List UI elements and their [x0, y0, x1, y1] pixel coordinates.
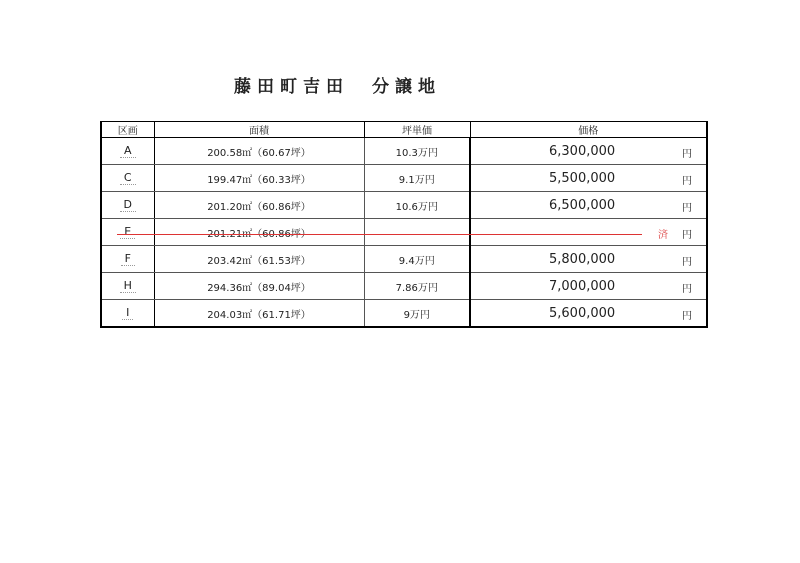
yen-unit: 円 — [682, 203, 692, 214]
unit-price-cell — [364, 219, 470, 246]
header-unit-price: 坪単価 — [364, 122, 470, 138]
lot-cell — [101, 138, 154, 165]
table-row — [101, 246, 707, 273]
price-value: 5,500,000 — [549, 171, 616, 186]
header-price: 価格 — [470, 122, 707, 138]
price-cell — [470, 138, 707, 165]
lot-cell — [101, 300, 154, 328]
lot-cell — [101, 273, 154, 300]
lot-cell — [101, 165, 154, 192]
table-row — [101, 219, 707, 246]
area-cell: 204.03㎡（61.71坪） — [154, 300, 364, 328]
header-area: 面積 — [154, 122, 364, 138]
lot-label: I — [122, 306, 133, 320]
lot-cell — [101, 219, 154, 246]
unit-price-cell: 9.4万円 — [364, 246, 470, 273]
header-lot: 区画 — [101, 122, 154, 138]
lot-label: H — [120, 279, 136, 293]
lot-label: E — [120, 225, 135, 239]
table-header-row — [101, 122, 707, 138]
unit-price-cell: 10.6万円 — [364, 192, 470, 219]
page-title: 藤田町吉田 分譲地 — [234, 77, 441, 97]
area-cell: 201.20㎡（60.86坪） — [154, 192, 364, 219]
lot-label: C — [120, 171, 136, 185]
unit-price-cell: 9.1万円 — [364, 165, 470, 192]
table-row — [101, 273, 707, 300]
price-cell — [470, 219, 707, 246]
sold-mark: 済 — [658, 230, 668, 241]
price-value: 7,000,000 — [549, 279, 616, 294]
area-cell: 201.21㎡（60.86坪） — [154, 219, 364, 246]
lot-label: A — [120, 144, 136, 158]
price-cell — [470, 246, 707, 273]
yen-unit: 円 — [682, 257, 692, 268]
area-cell: 203.42㎡（61.53坪） — [154, 246, 364, 273]
area-cell: 199.47㎡（60.33坪） — [154, 165, 364, 192]
price-value: 5,800,000 — [549, 252, 616, 267]
price-value: 6,300,000 — [549, 144, 616, 159]
area-cell: 200.58㎡（60.67坪） — [154, 138, 364, 165]
unit-price-cell: 9万円 — [364, 300, 470, 328]
price-value: 6,500,000 — [549, 198, 616, 213]
price-cell — [470, 273, 707, 300]
yen-unit: 円 — [682, 284, 692, 295]
table-row — [101, 165, 707, 192]
price-cell — [470, 192, 707, 219]
area-cell: 294.36㎡（89.04坪） — [154, 273, 364, 300]
unit-price-cell: 7.86万円 — [364, 273, 470, 300]
yen-unit: 円 — [682, 176, 692, 187]
lot-cell — [101, 192, 154, 219]
price-value: 5,600,000 — [549, 306, 616, 321]
price-cell — [470, 165, 707, 192]
yen-unit: 円 — [682, 311, 692, 322]
table-row — [101, 192, 707, 219]
yen-unit: 円 — [682, 149, 692, 160]
price-cell — [470, 300, 707, 328]
lot-label: F — [121, 252, 135, 266]
lot-label: D — [120, 198, 136, 212]
yen-unit: 円 — [682, 230, 692, 241]
lot-table — [100, 121, 708, 328]
lot-cell — [101, 246, 154, 273]
unit-price-cell: 10.3万円 — [364, 138, 470, 165]
table-row — [101, 138, 707, 165]
sold-strikethrough-line — [117, 234, 642, 235]
table-row — [101, 300, 707, 328]
